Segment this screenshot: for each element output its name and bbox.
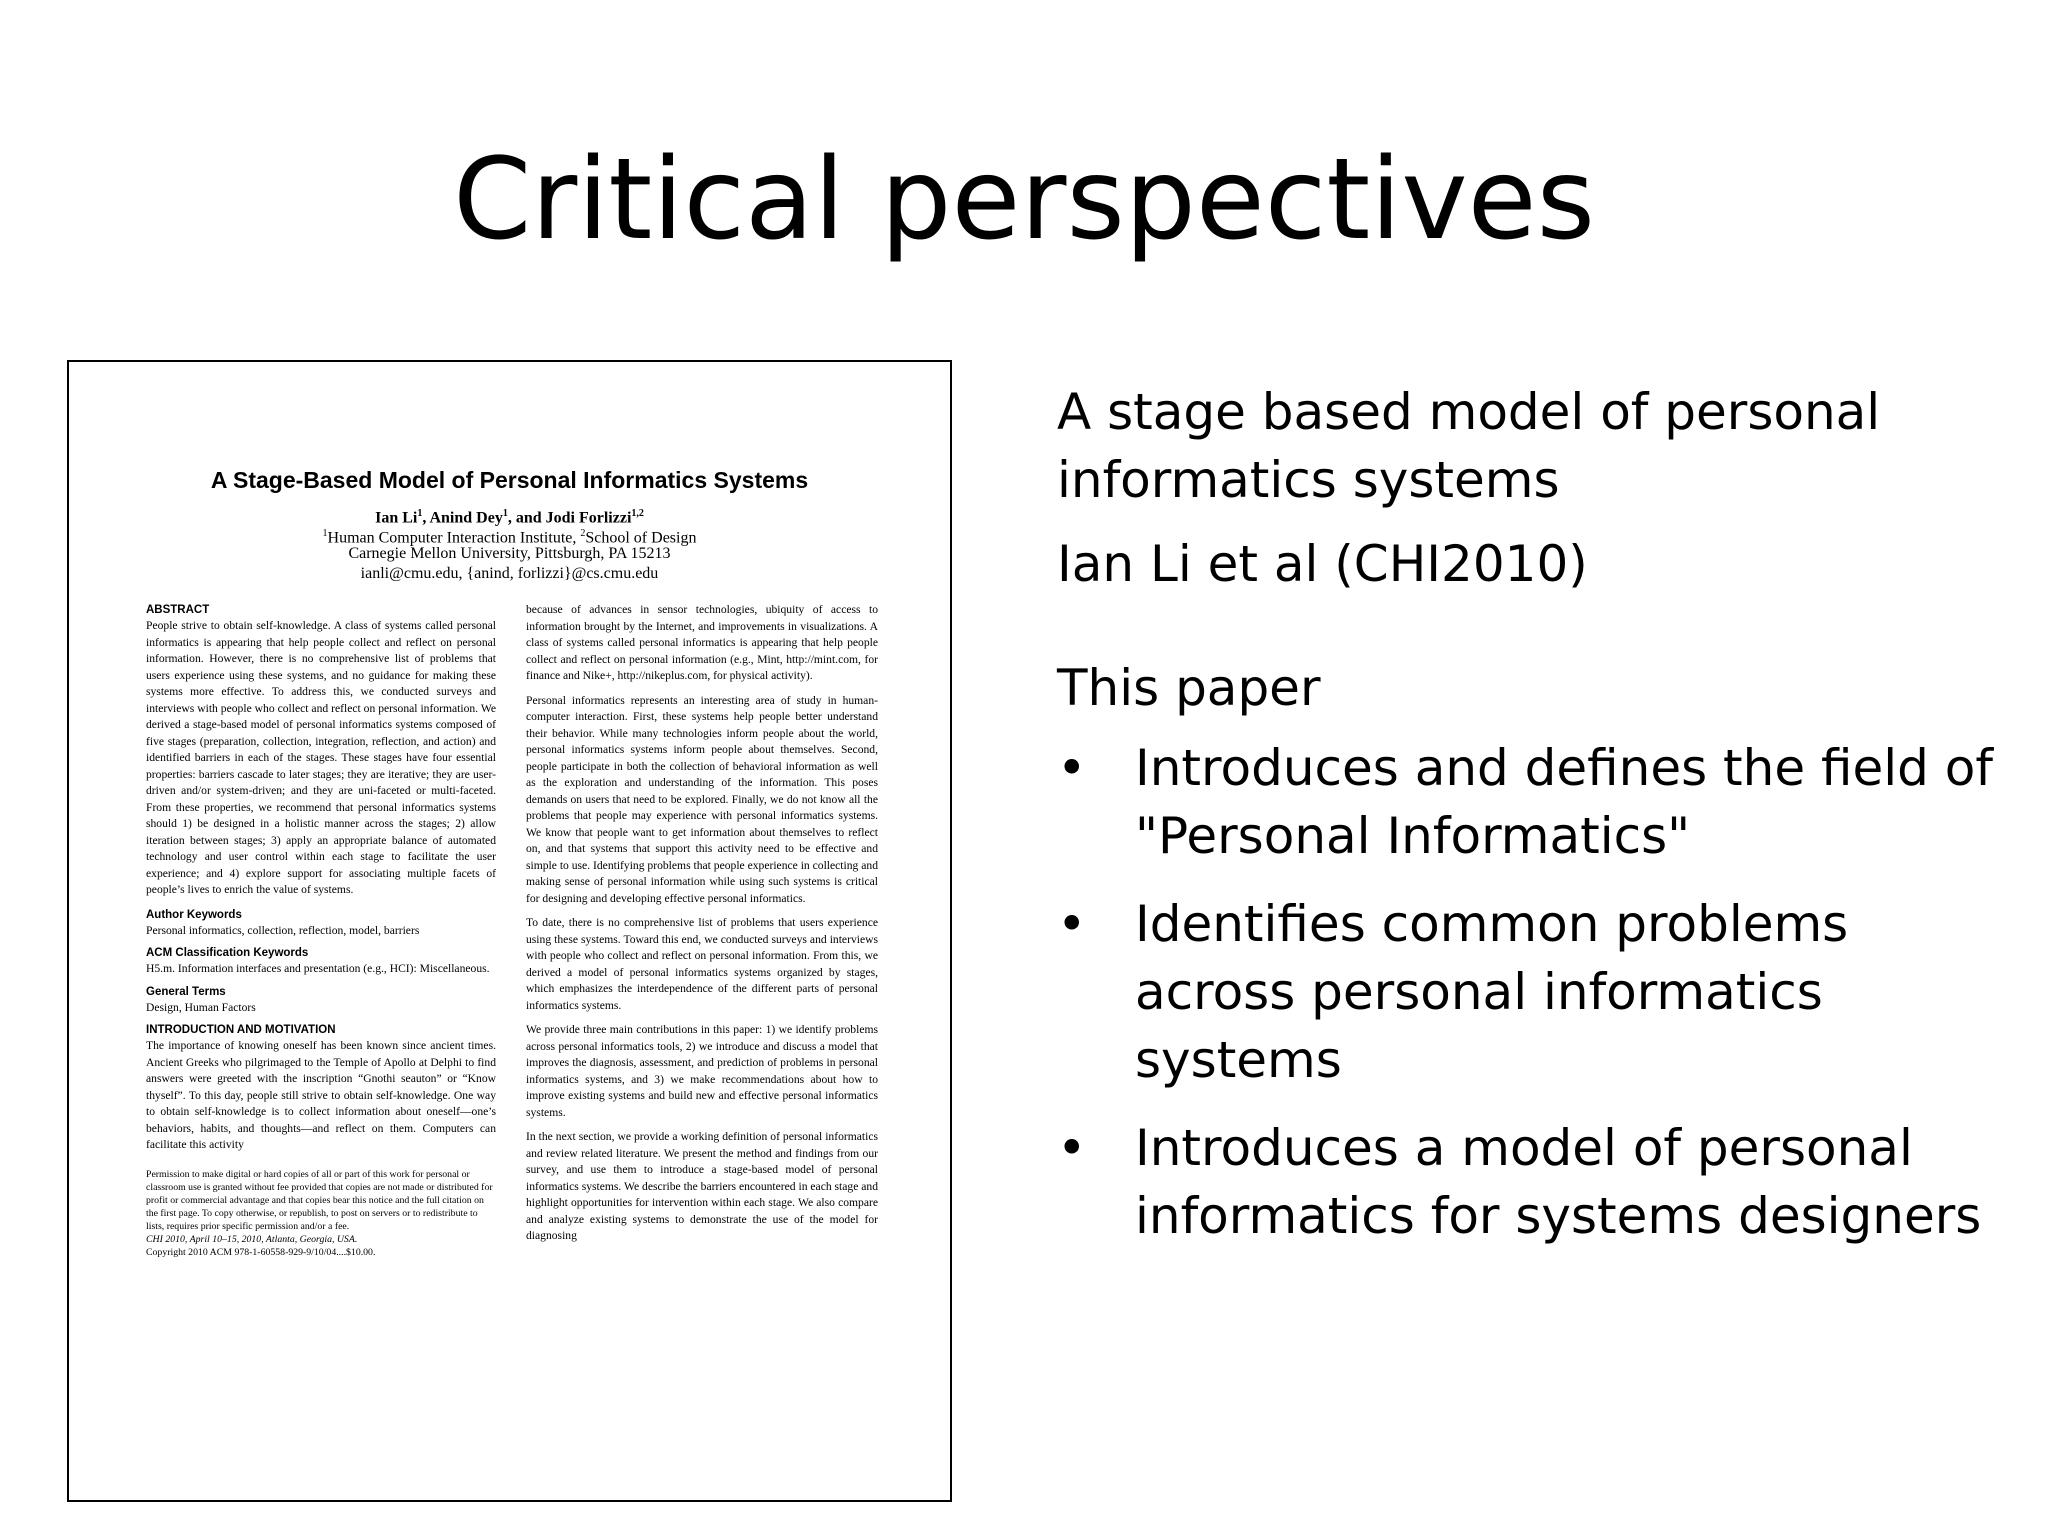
bullet-text: Introduces and defines the field of "Personal Informatics" (1135, 739, 1993, 865)
affiliation-institute-1: Human Computer Interaction Institute, (327, 529, 581, 547)
abstract-heading: ABSTRACT (146, 604, 210, 616)
author-separator: , and (507, 509, 546, 527)
bullet-text: Identifies common problems across personal informatics systems (1135, 895, 1849, 1089)
paper-title-line-1: A stage based model of personal (1057, 383, 1881, 441)
bullet-item (1057, 890, 2007, 1094)
bullet-text: Introduces a model of personal informatics for systems designers (1135, 1119, 1982, 1245)
paper-left-column (146, 602, 496, 1259)
author-separator: , (422, 509, 430, 527)
abstract-text: People strive to obtain self-knowledge. A class of systems called personal informatics is appearing that help people collect and reflect on personal information. However, there is no comprehensive list of problems that users experience using these systems, and no guidance for making these systems more effective. To address this, we conducted surveys and interviews with people who collect and reflect on personal information. We derived a stage-based model of personal informatics systems composed of five stages (preparation, collection, integration, reflection, and action) and identified barriers in each of the stages. These stages have four essential properties: barriers cascade to later stages; they are iterative; they are user-driven and/or system-driven; and they are uni-faceted or multi-faceted. From these properties, we recommend that personal informatics systems should 1) be designed in a holistic manner across the stages; 2) allow iteration between stages; 3) apply an appropriate balance of automated technology and user control within each stage to facilitate the user experience; and 4) explore support for associating multiple facets of people’s lives to enrich the value of systems. (146, 619, 496, 896)
author-3-affiliation: 1,2 (631, 508, 644, 519)
intro-text: The importance of knowing oneself has been known since ancient times. Ancient Greeks who pilgrimaged to the Temple of Apollo at Delphi to find answers were greeted with the inscription “Gnothi seauton” or “Know thyself”. To this day, people still strive to obtain self-knowledge. One way to obtain self-knowledge is to collect information about oneself—one’s behaviors, habits, and thoughts—and reflect on them. Computers can facilitate this activity (146, 1039, 496, 1151)
body-paragraph: In the next section, we provide a working definition of personal informatics and review related literature. We present the method and findings from our survey, and use them to introduce a stage-based model of personal informatics systems. We describe the barriers encountered in each stage and highlight opportunities for intervention within each stage. We also compare and analyze existing systems to demonstrate the use of the model for diagnosing (526, 1130, 879, 1242)
keywords-heading: Author Keywords (146, 908, 242, 921)
body-paragraph: because of advances in sensor technologies, ubiquity of access to information brought by the Internet, and improvements in visualizations. A class of systems called personal informatics is appearing that help people collect and reflect on personal information (e.g., Mint, http://mint.com, for finance and Nike+, http://nikeplus.com, for physical activity). (526, 603, 878, 682)
conference-line: CHI 2010, April 10–15, 2010, Atlanta, Georgia, USA. (146, 1233, 358, 1245)
paper-thumbnail (67, 360, 952, 1502)
bullet-item (1057, 734, 2007, 870)
terms-heading: General Terms (146, 985, 226, 998)
paper-university: Carnegie Mellon University, Pittsburgh, PA 15213 (348, 545, 671, 562)
author-1-affiliation: 1 (417, 508, 423, 519)
acm-text: H5.m. Information interfaces and presentation (e.g., HCI): Miscellaneous. (146, 962, 490, 975)
author-3: Jodi Forlizzi (545, 509, 632, 527)
affiliation-marker-1: 1 (322, 528, 328, 539)
acm-heading: ACM Classification Keywords (146, 947, 309, 959)
body-paragraph: We provide three main contributions in this paper: 1) we identify problems across personal informatics tools, 2) we introduce and discuss a model that improves the diagnosis, assessment, and prediction of problems in personal informatics systems, and 3) we make recommendations about how to improve existing systems and build new and effective personal informatics systems. (526, 1023, 878, 1119)
author-1: Ian Li (375, 509, 418, 527)
section-heading: This paper (1057, 659, 1321, 717)
bullet-icon: • (1057, 739, 1087, 797)
permission-text: Permission to make digital or hard copies of all or part of this work for personal or classroom use is granted without fee provided that copies are not made or distributed for profit or commercial advantage and that copies bear this notice and the full citation on the first page. To copy otherwise, or republish, to post on servers or to redistribute to lists, requires prior specific permission and/or a fee. (146, 1168, 493, 1232)
affiliation-institute-2: School of Design (585, 529, 697, 547)
intro-heading: INTRODUCTION AND MOTIVATION (146, 1024, 336, 1036)
bullet-icon: • (1057, 1119, 1087, 1177)
bullet-item (1057, 1114, 2007, 1250)
bullet-icon: • (1057, 895, 1087, 953)
paper-title-line-2: informatics systems (1057, 451, 1560, 509)
citation: Ian Li et al (CHI2010) (1057, 535, 1588, 593)
paper-title: A Stage-Based Model of Personal Informatics Systems (210, 467, 809, 493)
keywords-text: Personal informatics, collection, reflection, model, barriers (146, 923, 420, 937)
bullet-list (1057, 734, 2007, 1250)
paper-right-column (526, 602, 878, 1253)
copyright-line: Copyright 2010 ACM 978-1-60558-929-9/10/04....$10.00. (146, 1246, 376, 1258)
permission-notice (146, 1168, 496, 1259)
terms-text: Design, Human Factors (146, 1000, 256, 1014)
slide-text-block (1057, 378, 2007, 1270)
author-2-affiliation: 1 (502, 508, 508, 519)
body-paragraph: To date, there is no comprehensive list of problems that users experience using these systems. Toward this end, we conducted surveys and interviews with people who collect and reflect on personal information. From this, we derived a model of personal informatics systems organized by stages, which emphasizes the interdependence of the different parts of personal informatics systems. (526, 916, 878, 1012)
slide-title: Critical perspectives (453, 135, 1595, 265)
body-paragraph: Personal informatics represents an interesting area of study in human-computer interaction. First, these systems help people better understand their behavior. While many technologies inform people about the world, personal informatics systems inform people about themselves. Second, people participate in both the collection of behavioral information as well as the exploration and understanding of the information. This poses demands on users that need to be explored. Finally, we do not know all the problems that people may experience with personal informatics systems. We know that people want to get information about themselves to reflect on, and that systems that support this activity need to be effective and simple to use. Identifying problems that people experience in collecting and making sense of personal information while using such systems is critical for designing and developing effective personal informatics. (526, 693, 878, 905)
paper-emails: ianli@cmu.edu, {anind, forlizzi}@cs.cmu.edu (360, 565, 659, 582)
author-2: Anind Dey (429, 509, 503, 527)
affiliation-marker-2: 2 (580, 528, 586, 539)
